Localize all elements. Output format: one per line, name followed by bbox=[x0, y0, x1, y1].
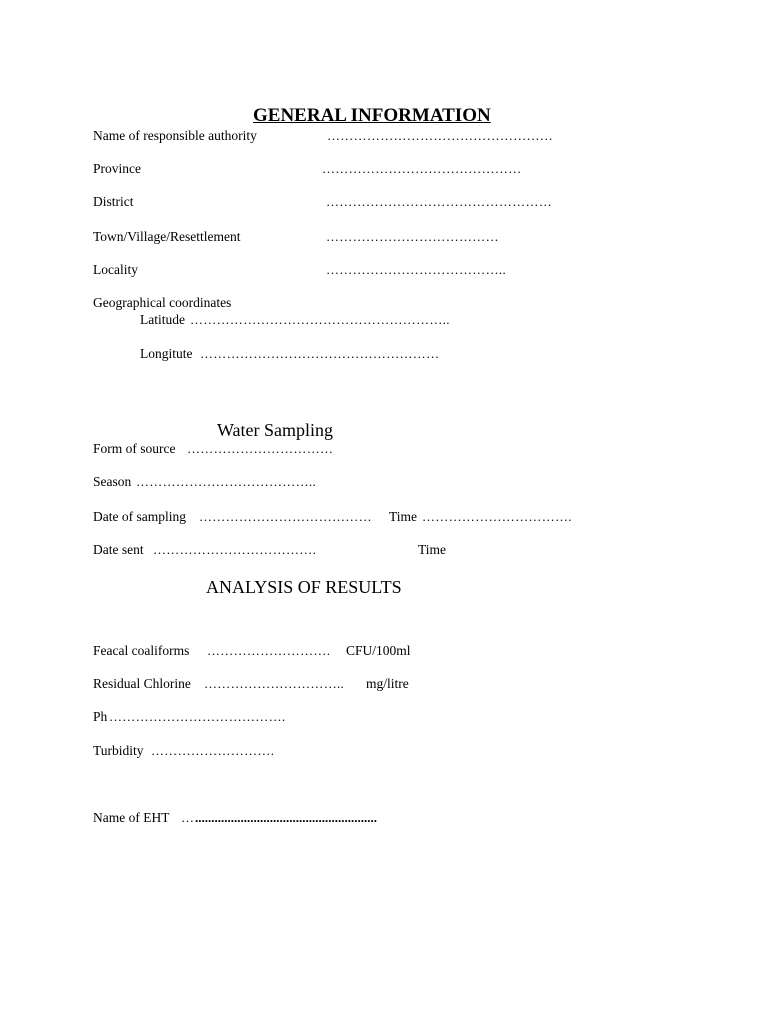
district-label: District bbox=[93, 194, 134, 209]
season-label: Season bbox=[93, 474, 132, 489]
sampling-time-field[interactable]: ……………………………. bbox=[422, 509, 572, 524]
residual-chlorine-unit: mg/litre bbox=[366, 676, 409, 691]
date-sent-label: Date sent bbox=[93, 542, 144, 557]
name-of-eht-field[interactable]: ........................................................ bbox=[195, 810, 377, 825]
district-field[interactable]: …………………………………………… bbox=[326, 194, 553, 209]
water-sampling-heading: Water Sampling bbox=[217, 420, 334, 440]
longitude-label: Longitute bbox=[140, 346, 193, 361]
turbidity-label: Turbidity bbox=[93, 743, 144, 758]
date-of-sampling-field[interactable]: ………………………………… bbox=[199, 509, 372, 524]
feacal-coaliforms-field[interactable]: ………………………. bbox=[207, 643, 331, 658]
feacal-coaliforms-unit: CFU/100ml bbox=[346, 643, 411, 658]
name-of-eht-label: Name of EHT bbox=[93, 810, 170, 825]
ph-label: Ph bbox=[93, 709, 108, 724]
date-sent-time-label: Time bbox=[418, 542, 447, 557]
responsible-authority-label: Name of responsible authority bbox=[93, 128, 257, 143]
province-field[interactable]: ……………………………………… bbox=[322, 161, 522, 176]
form-of-source-label: Form of source bbox=[93, 441, 176, 456]
province-label: Province bbox=[93, 161, 141, 176]
responsible-authority-field[interactable]: …………………………………………… bbox=[327, 128, 554, 143]
latitude-label: Latitude bbox=[140, 312, 185, 327]
town-label: Town/Village/Resettlement bbox=[93, 229, 241, 244]
residual-chlorine-label: Residual Chlorine bbox=[93, 676, 191, 691]
form-of-source-field[interactable]: …………………………… bbox=[187, 441, 334, 456]
town-field[interactable]: ………………………………… bbox=[326, 229, 499, 244]
season-field[interactable]: ………………………………….. bbox=[136, 474, 316, 489]
residual-chlorine-field[interactable]: ………………………….. bbox=[204, 676, 345, 691]
general-information-heading: GENERAL INFORMATION bbox=[253, 105, 491, 126]
geographical-coordinates-label: Geographical coordinates bbox=[93, 295, 232, 310]
date-of-sampling-label: Date of sampling bbox=[93, 509, 186, 524]
sampling-time-label: Time bbox=[389, 509, 418, 524]
date-sent-field[interactable]: ………………………………. bbox=[153, 542, 317, 557]
ph-field[interactable]: …………………………………. bbox=[109, 709, 286, 724]
turbidity-field[interactable]: ………………………. bbox=[151, 743, 275, 758]
locality-label: Locality bbox=[93, 262, 138, 277]
latitude-field[interactable]: ………………………………………………….. bbox=[190, 312, 450, 327]
analysis-of-results-heading: ANALYSIS OF RESULTS bbox=[206, 577, 402, 597]
locality-field[interactable]: ………………………………….. bbox=[326, 262, 506, 277]
feacal-coaliforms-label: Feacal coaliforms bbox=[93, 643, 190, 658]
name-of-eht-dots: … bbox=[181, 810, 195, 825]
longitude-field[interactable]: ……………………………………………… bbox=[200, 346, 440, 361]
